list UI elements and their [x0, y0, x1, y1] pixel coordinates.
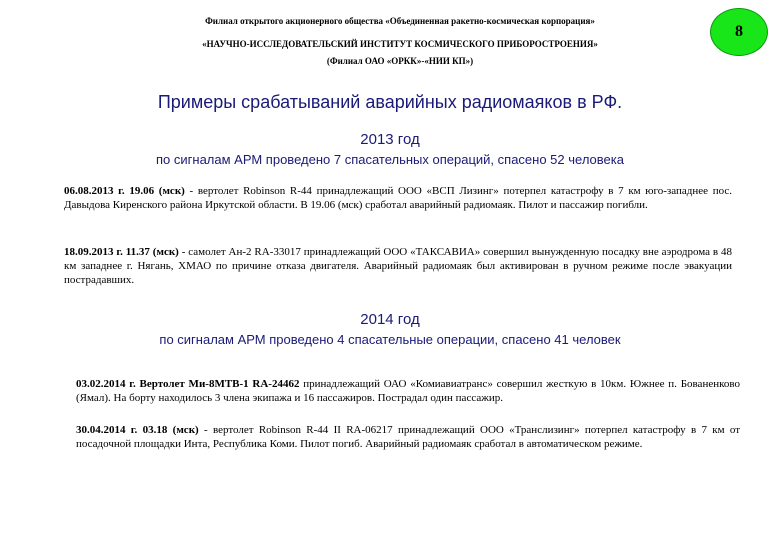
incident-text: - вертолет Robinson R-44 II RA-06217 принадлежащий ООО «Транслизинг» потерпел катастрофу в 7 км от посадочной площадки Инта, Республика Коми. Пилот погиб. Аварийный радиомаяк сработал в автоматическом режиме. — [76, 424, 741, 450]
section-summary-2013: по сигналам АРМ проведено 7 спасательных операций, спасено 52 человека — [156, 152, 624, 167]
section-summary-2014: по сигналам АРМ проведено 4 спасательные операции, спасено 41 человек — [159, 332, 621, 347]
incident-lead: 06.08.2013 г. 19.06 (мск) — [64, 185, 185, 197]
incident-lead: 30.04.2014 г. 03.18 (мск) — [76, 424, 199, 436]
incident-2014-2 — [76, 423, 740, 451]
page-title: Примеры срабатываний аварийных радиомаяков в РФ. — [157, 92, 623, 112]
incident-lead: 03.02.2014 г. Вертолет Ми-8МТВ-1 RA-24462 — [76, 378, 300, 390]
incident-text: - вертолет Robinson R-44 принадлежащий ООО «ВСП Лизинг» потерпел катастрофу в 7 км юго-западнее пос. Давыдова Киренского района Иркутской области. В 19.06 (мск) сработал аварийный радиомаяк. Пилот и пассажир погибли. — [64, 185, 732, 211]
incident-text: принадлежащий ОАО «Комиавиатранс» совершил жесткую в 10км. Южнее п. Бованенково (Ямал). На борту находилось 3 члена экипажа и 16 пассажиров. Пострадал один пассажир. — [76, 378, 741, 404]
incident-2013-2 — [64, 245, 732, 287]
org-header-line3: (Филиал ОАО «ОРКК»-«НИИ КП») — [326, 56, 474, 66]
incident-2013-1 — [64, 184, 732, 212]
section-year-2014: 2014 год — [360, 311, 420, 328]
page-number-badge: 8 — [710, 8, 768, 56]
org-header-line1: Филиал открытого акционерного общества «Объединенная ракетно-космическая корпорация» — [205, 16, 595, 26]
section-year-2013: 2013 год — [360, 131, 420, 148]
incident-lead: 18.09.2013 г. 11.37 (мск) — [64, 246, 179, 258]
incident-2014-1 — [76, 377, 740, 405]
org-header-line2: «НАУЧНО-ИССЛЕДОВАТЕЛЬСКИЙ ИНСТИТУТ КОСМИЧЕСКОГО ПРИБОРОСТРОЕНИЯ» — [202, 39, 598, 49]
incident-text: - самолет Ан-2 RA-33017 принадлежащий ООО «ТАКСАВИА» совершил вынужденную посадку вне аэродрома в 48 км западнее г. Нягань, ХМАО по причине отказа двигателя. Аварийный радиомаяк был активирован в ручном режиме после эвакуации пострадавших. — [64, 246, 733, 286]
